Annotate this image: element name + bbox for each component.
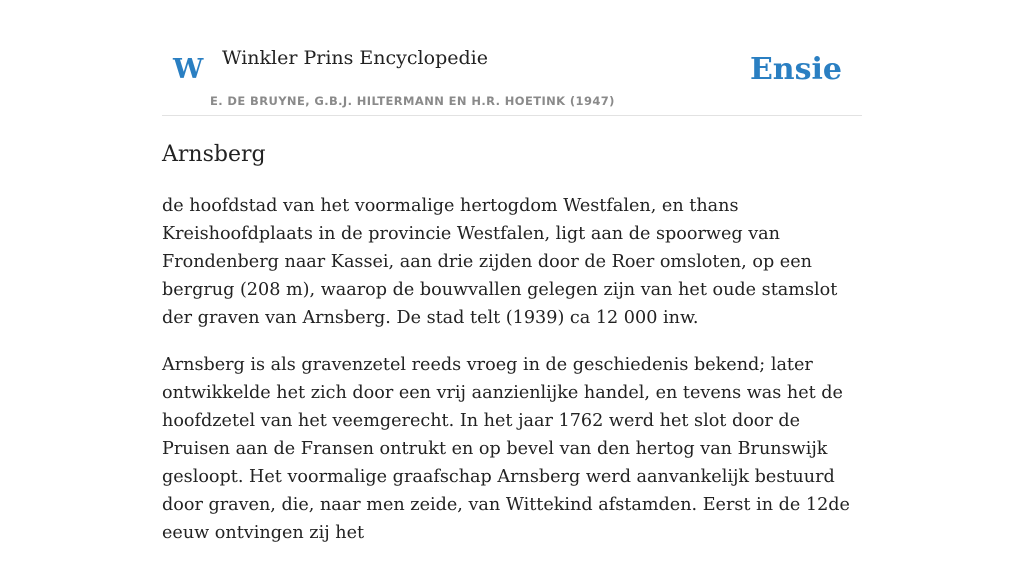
source-title-link[interactable]: Winkler Prins Encyclopedie	[222, 47, 488, 69]
winkler-prins-logo[interactable]: W	[173, 54, 204, 85]
source-header	[162, 0, 862, 116]
source-authors: E. DE BRUYNE, G.B.J. HILTERMANN EN H.R. HOETINK (1947)	[210, 94, 615, 108]
ensie-brand-logo[interactable]: Ensie	[749, 52, 842, 87]
article-body	[162, 192, 866, 566]
article-paragraph: Arnsberg is als gravenzetel reeds vroeg in de geschiedenis bekend; later ontwikkelde het zich door een vrij aanzienlijke handel, en tevens was het de hoofdzetel van het veemgerecht. In het jaar 1762 werd het slot door de Pruisen aan de Fransen ontrukt en op bevel van den hertog van Brunswijk gesloopt. Het voormalige graafschap Arnsberg werd aanvankelijk bestuurd door graven, die, naar men zeide, van Wittekind afstamden. Eerst in de 12de eeuw ontvingen zij het	[162, 355, 850, 543]
article-paragraph: de hoofdstad van het voormalige hertogdom Westfalen, en thans Kreishoofdplaats in de provincie Westfalen, ligt aan de spoorweg van Frondenberg naar Kassei, aan drie zijden door de Roer omsloten, op een bergrug (208 m), waarop de bouwvallen gelegen zijn van het oude stamslot der graven van Arnsberg. De stad telt (1939) ca 12 000 inw.	[162, 196, 838, 328]
article-title: Arnsberg	[162, 142, 266, 167]
